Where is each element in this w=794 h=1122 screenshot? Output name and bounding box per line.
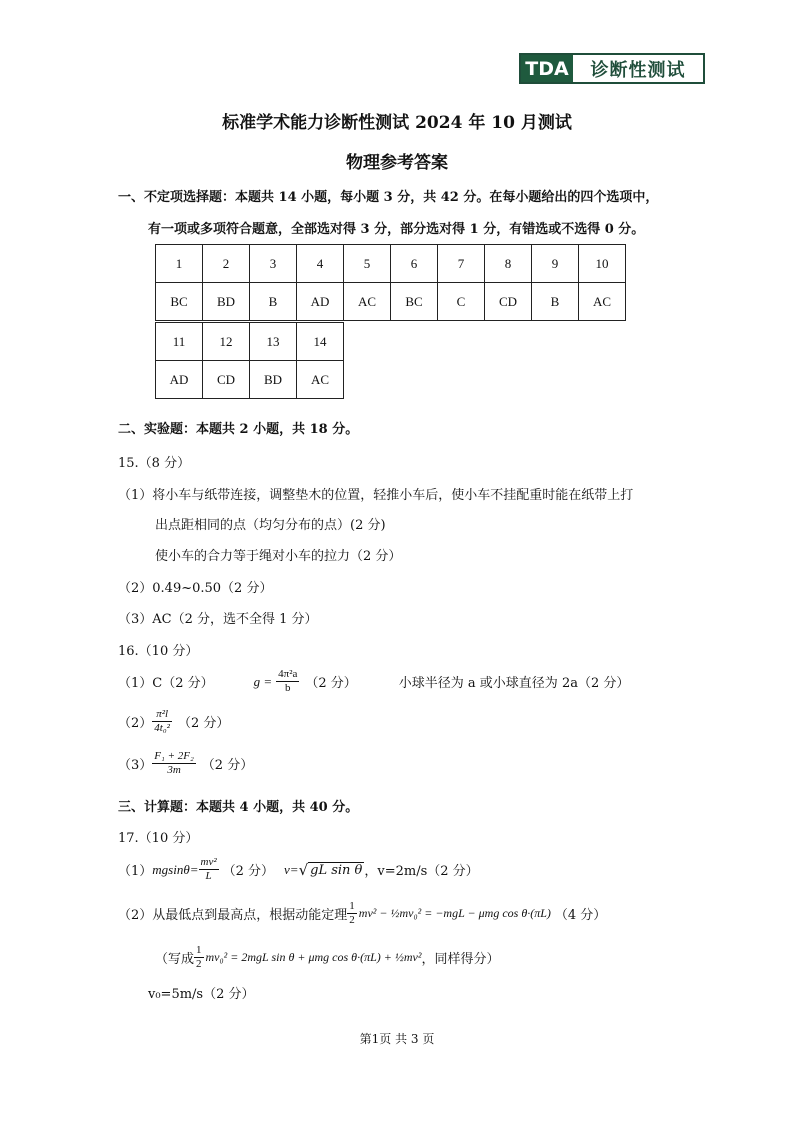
answer-cell: AD — [156, 361, 203, 399]
logo-subtitle: 诊断性测试 — [590, 59, 686, 81]
answer-cell: 11 — [156, 323, 203, 361]
q17-p2-eq: mv² − ½mv₀² = −mgL − μmg cos θ·(πL) — [358, 906, 551, 920]
q16-p1-prefix: （1）C（2 分） — [118, 676, 214, 691]
q17-p3-half — [194, 944, 204, 971]
q16-part3 — [118, 750, 253, 777]
page-footer: 第1页 共 3 页 — [359, 1032, 435, 1046]
q17-p3-prefix: （写成 — [155, 952, 195, 967]
q17-p2-text: （2）从最低点到最高点，根据动能定理 — [118, 908, 348, 923]
answer-cell: 3 — [250, 245, 297, 283]
answer-cell: AC — [297, 361, 344, 399]
answer-cell: 6 — [391, 245, 438, 283]
answer-cell: AC — [579, 283, 626, 321]
q17-p1-score: （2 分） — [222, 864, 275, 879]
q17-p3-tail: ，同样得分） — [421, 952, 500, 967]
answer-cell: 12 — [203, 323, 250, 361]
q15-label: 15.（8 分） — [118, 456, 191, 471]
answer-cell: C — [438, 283, 485, 321]
q17-p1-tail: ，v=2m/s（2 分） — [364, 864, 479, 879]
answer-cell: 2 — [203, 245, 250, 283]
q17-p2-half-den: 2 — [349, 914, 355, 926]
q17-p3-eq: mv₀² = 2mgL sin θ + μmg cos θ·(πL) + ½mv² — [205, 950, 422, 964]
page-title: 标准学术能力诊断性测试 2024 年 10 月测试 — [222, 113, 572, 133]
q16-label: 16.（10 分） — [118, 644, 199, 659]
q16-p3-den: 3m — [167, 764, 181, 776]
answer-cell: BC — [156, 283, 203, 321]
answer-cell: 14 — [297, 323, 344, 361]
q16-p2-prefix: （2） — [118, 716, 153, 731]
q16-p2-den: 4t₀² — [154, 722, 170, 734]
q17-part4: v₀=5m/s（2 分） — [148, 987, 255, 1002]
answer-table-2 — [155, 322, 344, 399]
q15-part1-c: 使小车的合力等于绳对小车的拉力（2 分） — [155, 549, 402, 564]
q16-p3-prefix: （3） — [118, 758, 153, 773]
section1-line1: 一、不定项选择题：本题共 14 小题，每小题 3 分，共 42 分。在每小题给出的四个选项中， — [118, 190, 659, 205]
q15-part1-b: 出点距相同的点（均匀分布的点）(2 分) — [155, 518, 386, 533]
q16-p3-num: F₁ + 2F₂ — [154, 750, 194, 762]
answer-cell: B — [250, 283, 297, 321]
answer-cell: CD — [203, 361, 250, 399]
answer-cell: B — [532, 283, 579, 321]
q16-p2-num: π²l — [152, 708, 172, 722]
answer-cell: 7 — [438, 245, 485, 283]
q17-p1-v: v= — [284, 861, 299, 877]
q17-part1 — [118, 856, 479, 883]
answer-cell: 9 — [532, 245, 579, 283]
q17-part3 — [155, 944, 499, 971]
section3-heading: 三、计算题：本题共 4 小题，共 40 分。 — [118, 800, 359, 815]
answer-cell: BC — [391, 283, 438, 321]
answer-cell: AD — [297, 283, 344, 321]
q17-p2-score: （4 分） — [554, 908, 607, 923]
q17-label: 17.（10 分） — [118, 831, 199, 846]
answer-cell: 5 — [344, 245, 391, 283]
q17-p1-den: L — [205, 870, 212, 882]
q17-p2-half-num: 1 — [349, 900, 355, 912]
page-subtitle: 物理参考答案 — [346, 153, 448, 173]
answer-cell: BD — [250, 361, 297, 399]
q16-p2-score: （2 分） — [177, 716, 230, 731]
q16-g-fraction — [276, 668, 299, 695]
q15-part2: （2）0.49~0.50（2 分） — [118, 581, 273, 596]
q16-part1 — [118, 668, 629, 695]
q16-p1-tail: 小球半径为 a 或小球直径为 2a（2 分） — [398, 676, 630, 691]
q15-part1-a: （1）将小车与纸带连接，调整垫木的位置，轻推小车后，使小车不挂配重时能在纸带上打 — [118, 488, 634, 503]
logo-tda: TDA — [521, 55, 573, 82]
q17-p2-half — [347, 900, 357, 927]
q16-p3-score: （2 分） — [201, 758, 254, 773]
q15-part3: （3）AC（2 分，选不全得 1 分） — [118, 612, 318, 627]
q17-p1-prefix: （1） — [118, 864, 153, 879]
q17-p1-num: mv² — [200, 856, 217, 868]
q16-g-num: 4π²a — [278, 668, 298, 680]
answer-cell: AC — [344, 283, 391, 321]
q17-part2 — [118, 900, 606, 927]
q16-g-eq: g = — [253, 673, 273, 689]
q17-p1-fraction — [199, 856, 219, 883]
answer-cell: 8 — [485, 245, 532, 283]
section1-line2: 有一项或多项符合题意，全部选对得 3 分，部分选对得 1 分，有错选或不选得 0 分。 — [148, 222, 645, 237]
answer-cell: BD — [203, 283, 250, 321]
q16-part2 — [118, 708, 229, 735]
answer-cell: 13 — [250, 323, 297, 361]
q16-p3-fraction — [152, 750, 196, 777]
q17-p1-sqrt: gL sin θ — [310, 862, 363, 878]
q16-p2-fraction — [152, 708, 172, 735]
q17-p3-half-num: 1 — [196, 944, 202, 956]
answer-table-1 — [155, 244, 626, 321]
brand-logo — [519, 53, 705, 84]
answer-cell: 10 — [579, 245, 626, 283]
answer-cell: CD — [485, 283, 532, 321]
q17-p3-half-den: 2 — [196, 958, 202, 970]
answer-cell: 4 — [297, 245, 344, 283]
answer-cell: 1 — [156, 245, 203, 283]
q17-p1-lhs: mgsinθ= — [152, 861, 199, 877]
q16-p1-score: （2 分） — [305, 676, 357, 691]
section2-heading: 二、实验题：本题共 2 小题，共 18 分。 — [118, 422, 359, 437]
sqrt-icon: √ — [298, 860, 309, 879]
q16-g-den: b — [285, 682, 291, 694]
